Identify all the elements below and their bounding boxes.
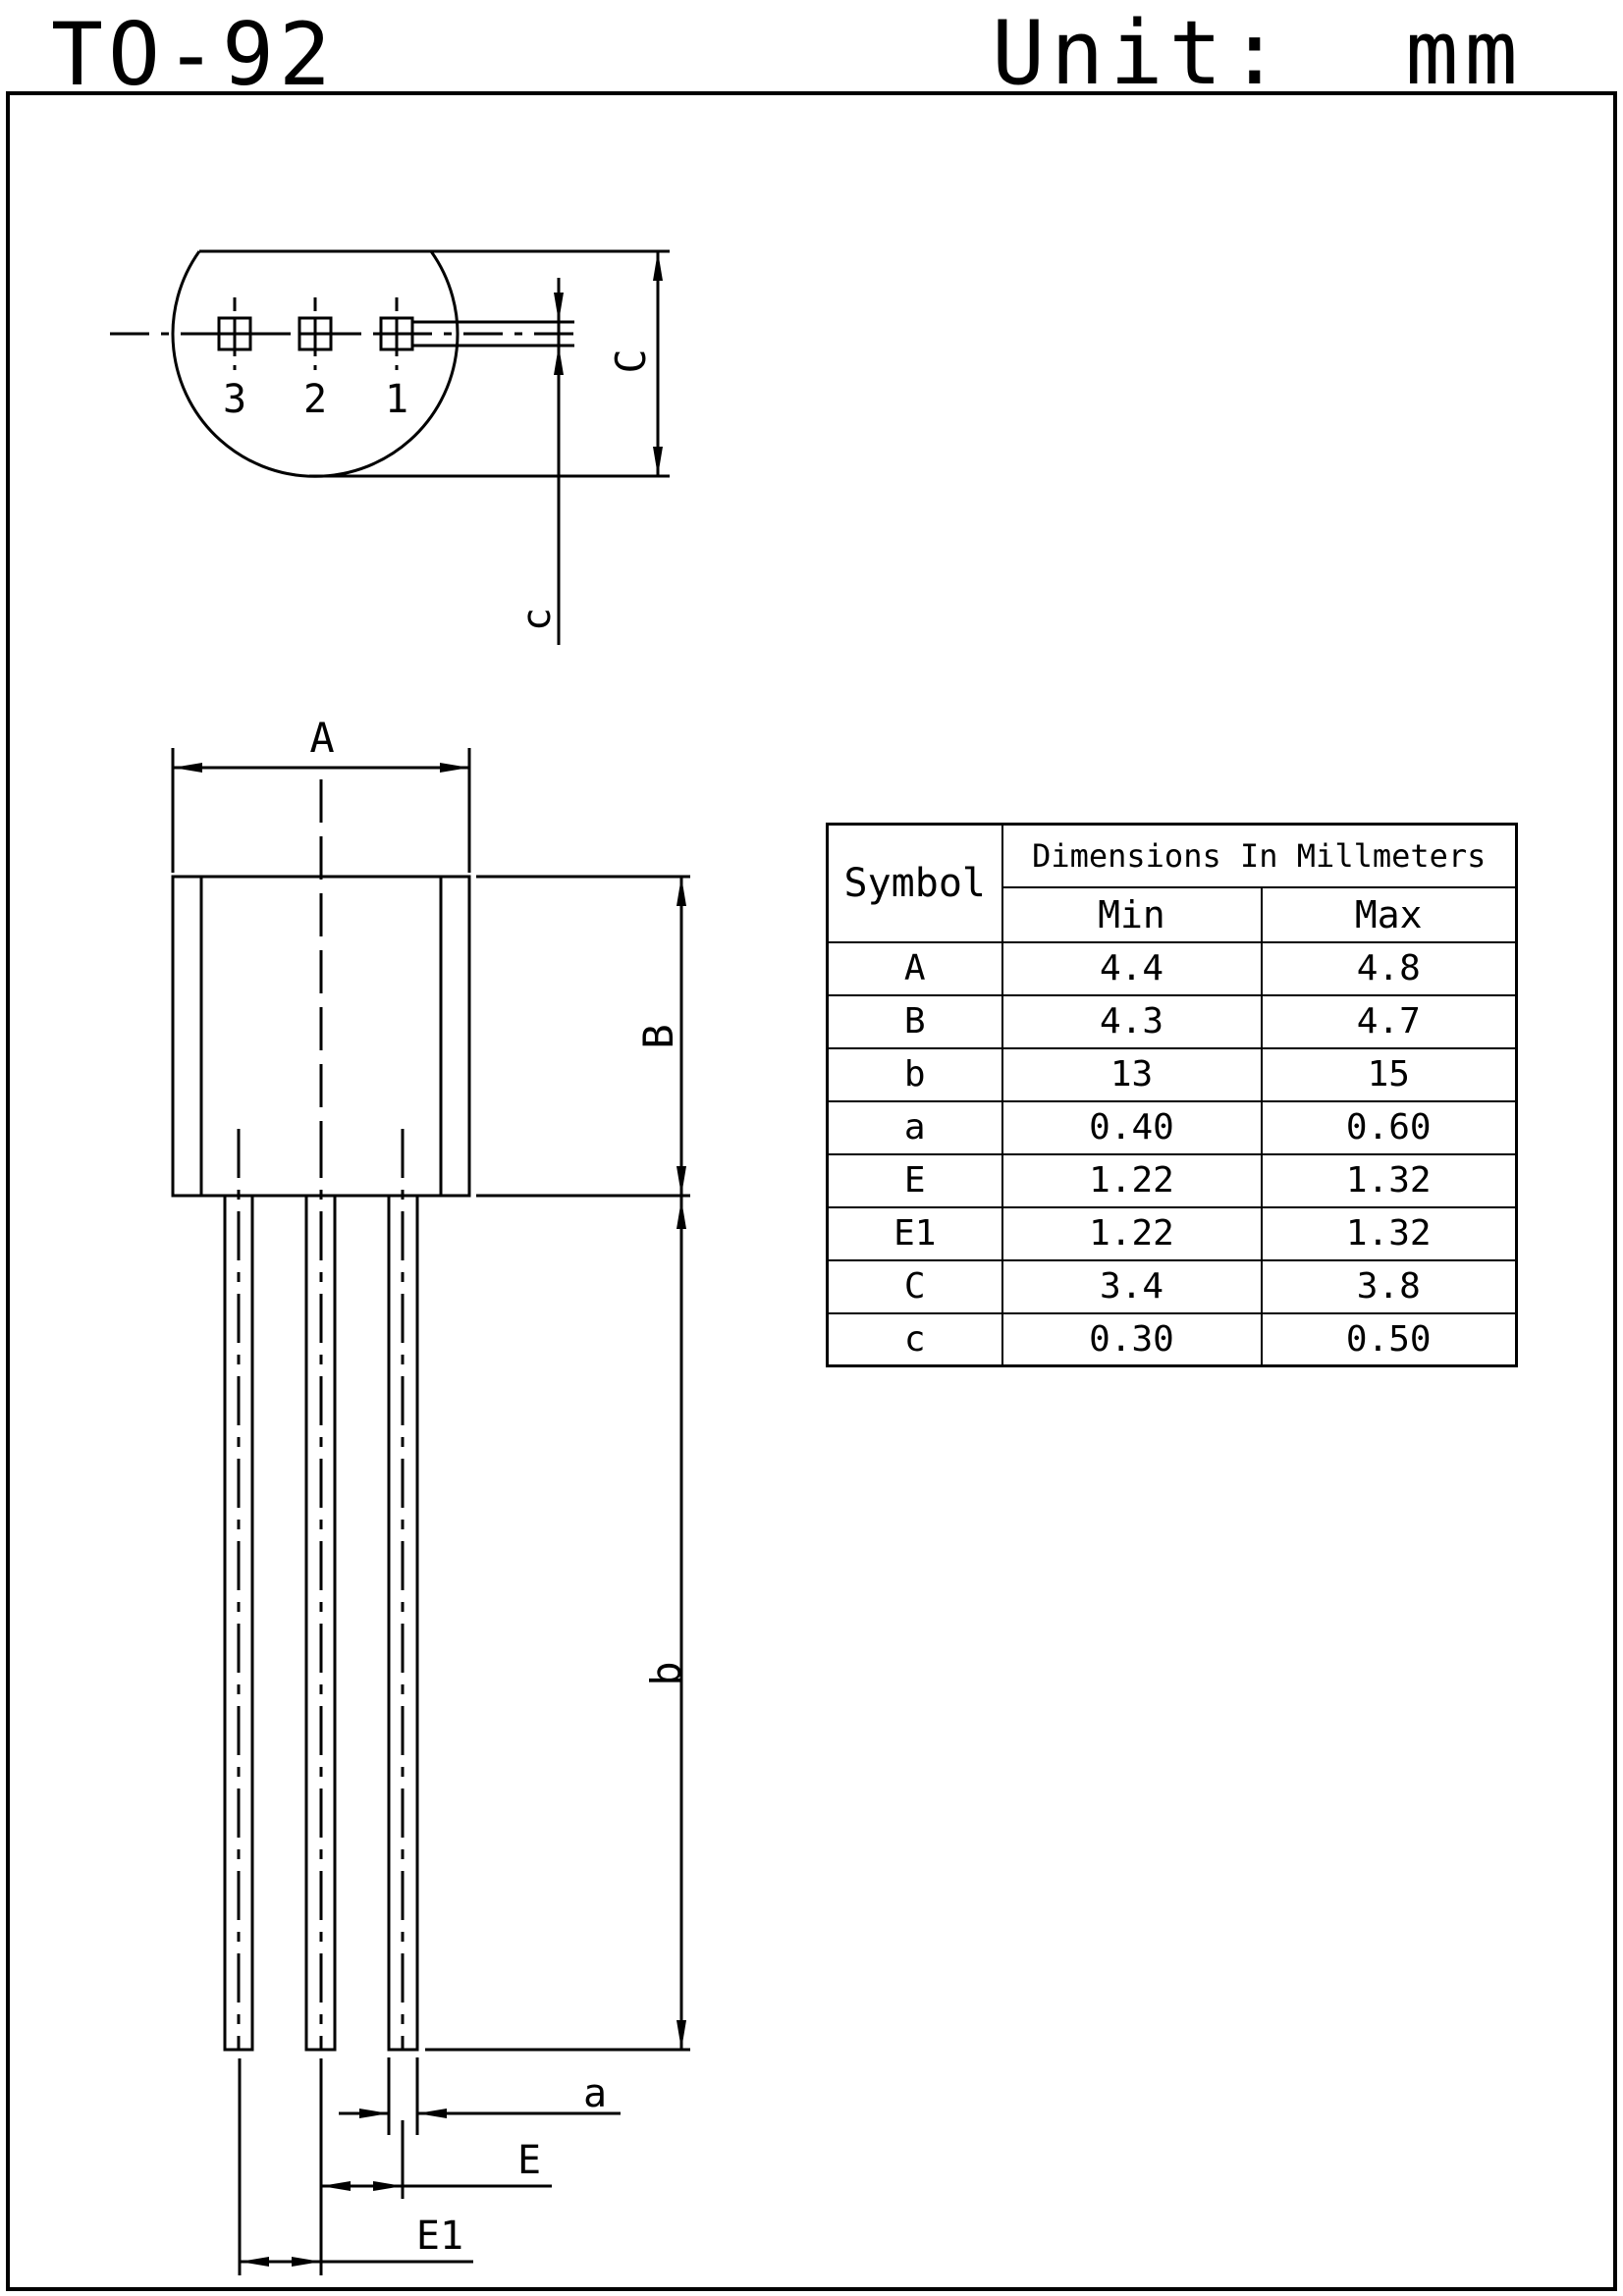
table-row [828, 1313, 1517, 1366]
top-view [110, 251, 670, 645]
max-cell: 0.50 [1262, 1313, 1517, 1366]
table-row [828, 1207, 1517, 1260]
max-cell: 1.32 [1262, 1207, 1517, 1260]
symbol-cell: A [828, 942, 1002, 995]
max-cell: 0.60 [1262, 1101, 1517, 1154]
symbol-cell: B [828, 995, 1002, 1048]
dim-label-a-big: A [309, 714, 335, 762]
max-cell: 15 [1262, 1048, 1517, 1101]
symbol-cell: C [828, 1260, 1002, 1313]
table-row [828, 1048, 1517, 1101]
min-cell: 0.30 [1002, 1313, 1262, 1366]
min-cell: 1.22 [1002, 1207, 1262, 1260]
min-cell: 0.40 [1002, 1101, 1262, 1154]
dim-label-c-big: C [607, 348, 655, 374]
table-header-symbol: Symbol [828, 825, 1002, 942]
min-cell: 13 [1002, 1048, 1262, 1101]
symbol-cell: E1 [828, 1207, 1002, 1260]
dimension-b-small [425, 1200, 690, 2050]
pin-label-1: 1 [384, 377, 409, 422]
dim-label-e: E [516, 2138, 542, 2183]
symbol-cell: b [828, 1048, 1002, 1101]
max-cell: 4.7 [1262, 995, 1517, 1048]
pin-pad-2 [299, 297, 331, 370]
package-title: TO-92 [51, 4, 336, 105]
pin-label-2: 2 [302, 377, 328, 422]
min-cell: 1.22 [1002, 1154, 1262, 1207]
table-header-max: Max [1262, 887, 1517, 942]
symbol-cell: a [828, 1101, 1002, 1154]
table-row [828, 1101, 1517, 1154]
pin-pad-3 [219, 297, 250, 370]
pin-label-3: 3 [222, 377, 247, 422]
dim-label-b-small: b [642, 1661, 690, 1686]
min-cell: 3.4 [1002, 1260, 1262, 1313]
max-cell: 3.8 [1262, 1260, 1517, 1313]
table-row [828, 1260, 1517, 1313]
symbol-cell: E [828, 1154, 1002, 1207]
max-cell: 4.8 [1262, 942, 1517, 995]
table-header-dimensions: Dimensions In Millmeters [1002, 825, 1517, 887]
dim-label-b-big: B [634, 1024, 682, 1049]
front-view [173, 714, 690, 2275]
symbol-cell: c [828, 1313, 1002, 1366]
max-cell: 1.32 [1262, 1154, 1517, 1207]
min-cell: 4.4 [1002, 942, 1262, 995]
table-row [828, 995, 1517, 1048]
body-outline-top [173, 251, 458, 476]
table-row [828, 1154, 1517, 1207]
pin-pad-1 [381, 297, 412, 370]
dimension-e1 [240, 2058, 473, 2275]
dimension-table [826, 823, 1518, 1367]
dimension-c-big [607, 251, 663, 476]
min-cell: 4.3 [1002, 995, 1262, 1048]
dimension-b-big [476, 877, 690, 2050]
dim-label-a-small: a [582, 2071, 608, 2116]
table-header-min: Min [1002, 887, 1262, 942]
unit-label: Unit: mm [992, 2, 1524, 105]
dim-label-c-small: c [514, 607, 560, 632]
dimension-a-small [339, 2057, 621, 2135]
dim-label-e1: E1 [415, 2214, 464, 2259]
table-row [828, 942, 1517, 995]
